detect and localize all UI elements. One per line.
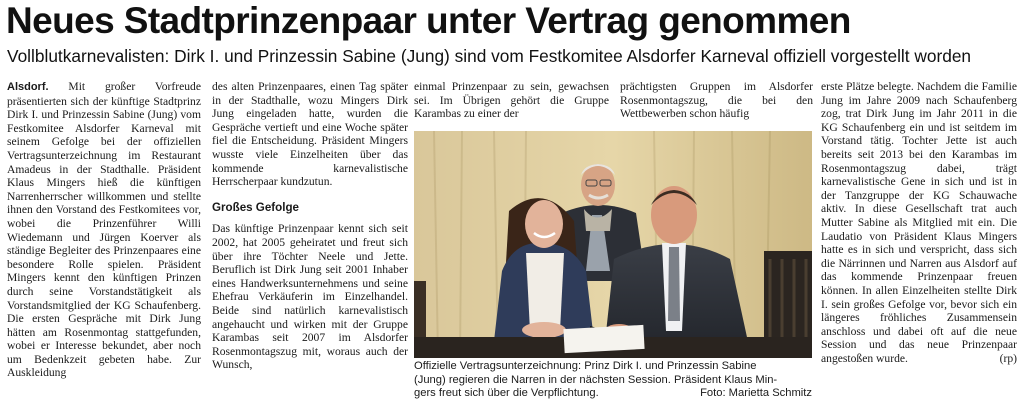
column-5	[821, 80, 1017, 410]
column-5-text: erste Plätze belegte. Nachdem die Familie Jung im Jahre 2009 nach Schaufenberg zog, trat Dirk Jung im Jahr 2011 in die KG Schaufenberg ein und ist seitdem im Vorstand tätig. Tochter Jette ist auch bereits seit 2013 bei den Karambas im Rosenmontagszug dabei, trägt karnevalistische Gene in sich und ist in der Tanzgruppe der KG Schauwache aktiv. In diese Gesellschaft trat auch Mutter Sabine als Mitglied mit ein. Die Laudatio von Präsident Klaus Mingers hatte es in sich und verspricht, dass sich die Närrinnen und Narren aus Alsdorf auf das kommende Prinzenpaar freuen können. In allen Einzelheiten stellte Dirk I. sein großes Gefolge vor, bevor sich ein längeres fröhliches Zusammensein anschloss und dabei oft auf die neue Session und das neue Prinzenpaar angestoßen wurde.	[821, 80, 1017, 365]
caption-line-1: Offizielle Vertragsunterzeichnung: Prinz Dirk I. und Prinzessin Sabine	[414, 360, 757, 372]
subheadline: Vollblutkarnevalisten: Dirk I. und Prinzessin Sabine (Jung) sind vom Festkomitee Alsdorfer Karneval offiziell vorgestellt worden	[7, 46, 972, 66]
column-3-text: einmal Prinzenpaar zu sein, gewachsen sei. Im Übrigen gehört die Gruppe Karambas zu einer der	[414, 80, 609, 121]
caption-line-2: (Jung) regieren die Narren in der nächsten Session. Präsident Klaus Min-	[414, 373, 778, 386]
column-2-text-b: Das künftige Prinzenpaar kennt sich seit 2002, hat 2005 geheiratet und freut sich über ihre Töchter Neele und Jette. Beruflich ist Dirk Jung seit 2001 Inhaber eines Handwerksunternehmens und seine Ehefrau Verkäuferin im Einzelhandel. Beide sind natürlich karnevalistisch angehaucht und wirken mit der Gruppe Karambas seit 2007 im Alsdorfer Rosenmontagszug mit, woraus auch der Wunsch,	[212, 222, 408, 372]
column-3	[414, 80, 609, 128]
headline: Neues Stadtprinzenpaar unter Vertrag genommen	[6, 0, 851, 41]
caption-line-3-text: gers freut sich über die Verpflichtung.	[414, 387, 599, 399]
article-photo	[414, 131, 812, 358]
column-2	[212, 80, 408, 410]
column-2-text-a: des alten Prinzenpaares, einen Tag später in der Stadthalle, wozu Mingers Dirk Jung eingeladen hatte, wurden die Gespräche vertieft und eine Woche später fiel die Entscheidung. Präsident Mingers wusste viele Einzelheiten über das kommende karnevalistische Herrscherpaar kundzutun.	[212, 80, 408, 189]
column-1	[7, 80, 201, 410]
column-4-text: prächtigsten Gruppen im Alsdorfer Rosenmontagszug, die bei den Wettbewerben schon häufig	[620, 80, 813, 121]
column-1-text: Mit großer Vorfreude präsentierten sich der künftige Stadtprinz Dirk I. und Prinzessin Sabine (Jung) vom Festkomitee Alsdorfer Karneval mit seinem Gefolge bei der offiziellen Vertragsunterzeichnung im Restaurant Amadeus in der Stadthalle. Präsident Klaus Mingers hieß die künftigen Narrenherrscher willkommen und stellte ihnen den Vorstand des Festkomitees vor, wobei die Prinzenführer Willi Wiedemann und Jürgen Koerver als ständige Begleiter des Prinzenpaares eine besondere Rolle spielen. Präsident Mingers kennt den künftigen Prinzen durch seine Vorstandstätigkeit als Vorstandsmitglied der KG Schaufenberg. Die ersten Gespräche mit Dirk Jung hätten am Rosenmontag stattgefunden, wobei er Interesse bekundet, aber noch um Bedenkzeit gebeten habe. Zur Auskleidung	[7, 80, 201, 380]
photo-caption	[414, 360, 812, 401]
caption-line-3	[414, 387, 812, 401]
section-subhead: Großes Gefolge	[212, 200, 299, 214]
photo-credit: Foto: Marietta Schmitz	[700, 387, 812, 399]
dateline: Alsdorf.	[7, 81, 49, 93]
author-tag: (rp)	[999, 351, 1017, 365]
column-4	[620, 80, 813, 128]
